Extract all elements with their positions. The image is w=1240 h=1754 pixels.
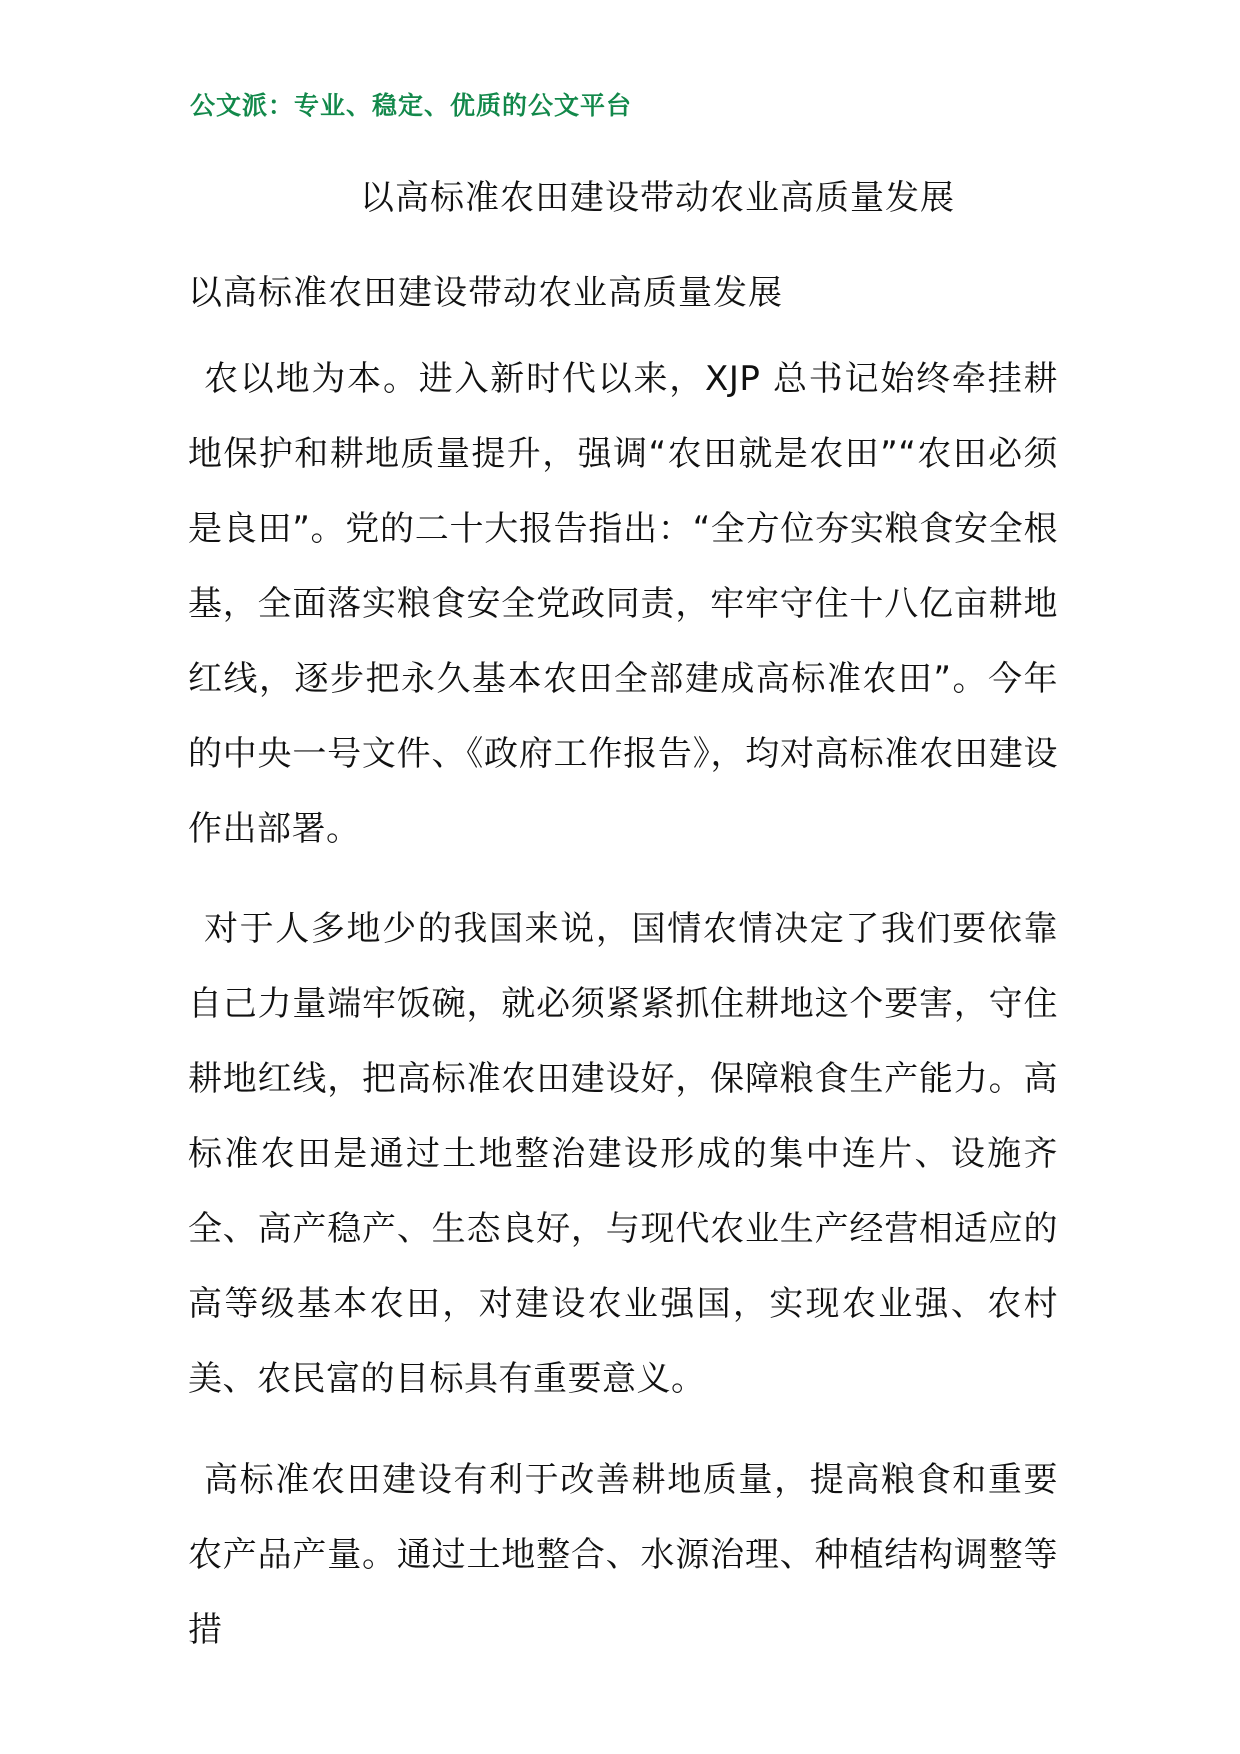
header-banner: 公文派：专业、稳定、优质的公文平台 bbox=[190, 91, 633, 120]
document-subtitle: 以高标准农田建设带动农业高质量发展 bbox=[188, 273, 783, 313]
paragraph-1: 农以地为本。进入新时代以来，XJP 总书记始终牵挂耕地保护和耕地质量提升，强调“农田就是农田”“农田必须是良田”。党的二十大报告指出：“全方位夯实粮食安全根基，全面落实粮食安全党政同责，牢牢守住十八亿亩耕地红线，逐步把永久基本农田全部建成高标准农田”。今年的中央一号文件、《政府工作报告》，均对高标准农田建设作出部署。 bbox=[188, 359, 1058, 849]
paragraph-3: 高标准农田建设有利于改善耕地质量，提高粮食和重要农产品产量。通过土地整合、水源治理、种植结构调整等措 bbox=[188, 1460, 1058, 1650]
paragraph-2: 对于人多地少的我国来说，国情农情决定了我们要依靠自己力量端牢饭碗，就必须紧紧抓住耕地这个要害，守住耕地红线，把高标准农田建设好，保障粮食生产能力。高标准农田是通过土地整治建设形成的集中连片、设施齐全、高产稳产、生态良好，与现代农业生产经营相适应的高等级基本农田，对建设农业强国，实现农业强、农村美、农民富的目标具有重要意义。 bbox=[188, 909, 1058, 1399]
document-title: 以高标准农田建设带动农业高质量发展 bbox=[360, 178, 955, 218]
